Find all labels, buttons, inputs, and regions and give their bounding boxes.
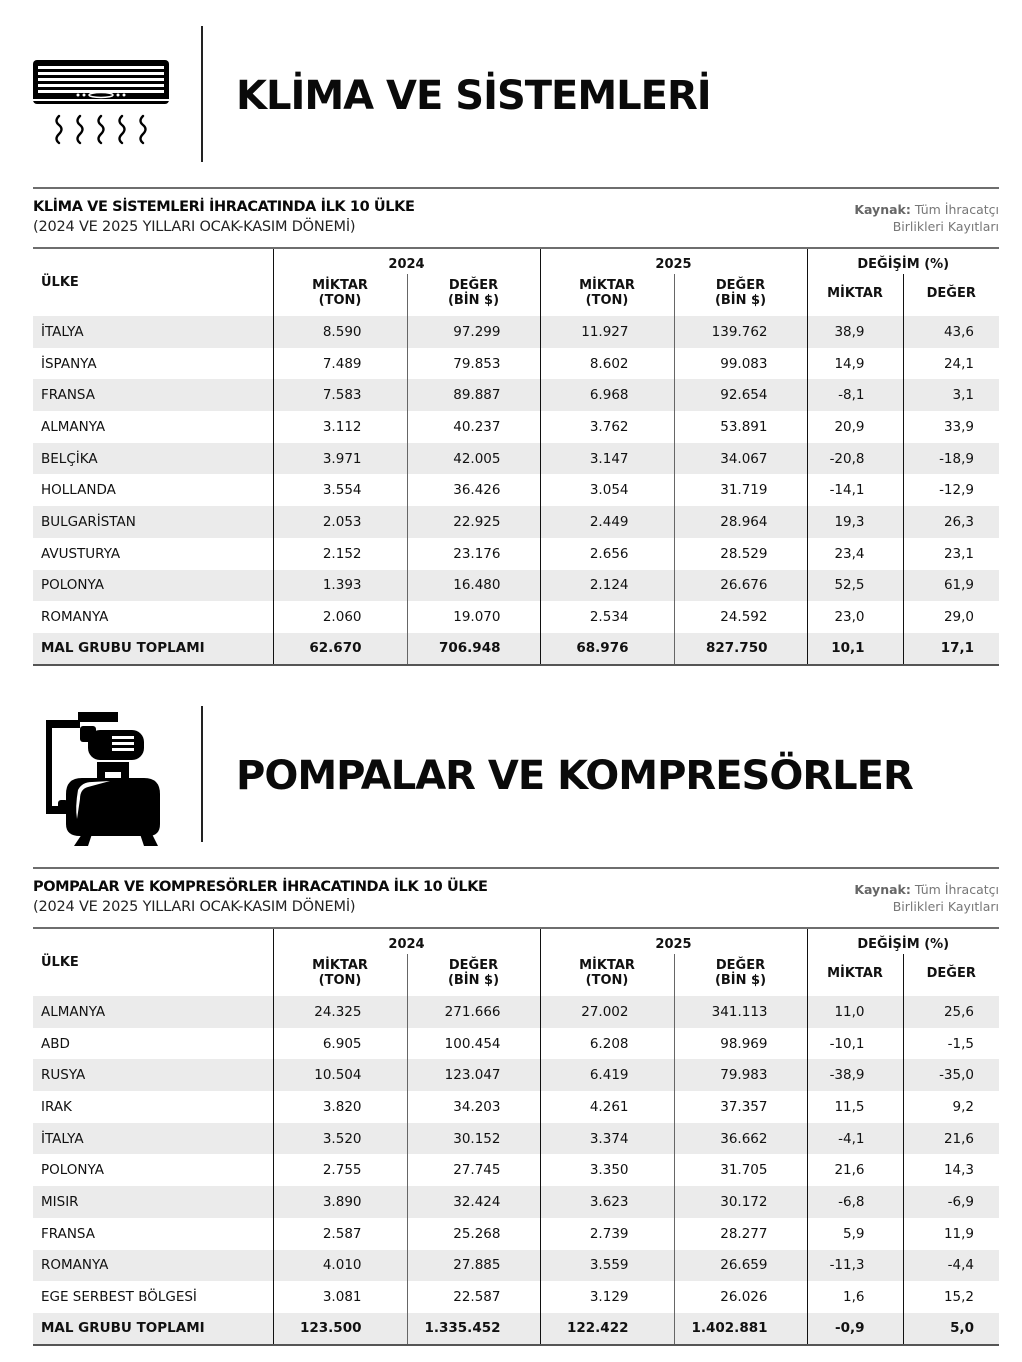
table-row bbox=[33, 1154, 999, 1186]
cell-country: IRAK bbox=[41, 1098, 72, 1115]
header-line: DEĞER bbox=[448, 278, 499, 293]
header-line: (TON) bbox=[318, 973, 362, 988]
cell-change-quantity: 23,4 bbox=[807, 538, 903, 570]
cell-2025-quantity: 3.129 bbox=[540, 1281, 674, 1313]
klima-table-block bbox=[33, 187, 999, 666]
cell-change-quantity: 21,6 bbox=[807, 1154, 903, 1186]
cell-2024-quantity: 7.489 bbox=[273, 348, 407, 380]
header-line: (BİN $) bbox=[447, 973, 500, 988]
cell-country: POLONYA bbox=[41, 1162, 104, 1179]
header-divider bbox=[201, 26, 203, 162]
table-body bbox=[33, 996, 999, 1345]
cell-country: İTALYA bbox=[33, 316, 273, 348]
cell-change-value: 14,3 bbox=[903, 1154, 999, 1186]
column-header-country: ÜLKE bbox=[41, 955, 79, 970]
cell-2025-value: 31.719 bbox=[674, 474, 807, 506]
cell-country: HOLLANDA bbox=[41, 482, 116, 499]
table-row bbox=[33, 1186, 999, 1218]
table-row bbox=[33, 506, 999, 538]
cell-change-quantity: -20,8 bbox=[807, 443, 903, 475]
cell-country: RUSYA bbox=[33, 1059, 273, 1091]
column-header-year-2025: 2025 bbox=[540, 248, 807, 274]
table-row bbox=[33, 348, 999, 380]
cell-change-quantity: 52,5 bbox=[807, 570, 903, 602]
cell-2024-quantity: 24.325 bbox=[273, 996, 407, 1028]
cell-change-value: -6,9 bbox=[903, 1186, 999, 1218]
column-header-change-value: DEĞER bbox=[903, 274, 999, 316]
cell-2025-quantity: 2.739 bbox=[540, 1218, 674, 1250]
cell-2024-value: 100.454 bbox=[407, 1028, 540, 1060]
cell-2024-value: 271.666 bbox=[407, 996, 540, 1028]
column-header-country: ÜLKE bbox=[41, 275, 79, 290]
cell-2025-value: 79.983 bbox=[674, 1059, 807, 1091]
header-line: (TON) bbox=[585, 293, 629, 308]
cell-change-quantity: -8,1 bbox=[807, 379, 903, 411]
header-line: (TON) bbox=[318, 293, 362, 308]
cell-change-value: -1,5 bbox=[903, 1028, 999, 1060]
cell-2025-value: 26.659 bbox=[674, 1250, 807, 1282]
cell-change-quantity: -6,8 bbox=[807, 1186, 903, 1218]
cell-change-quantity: 10,1 bbox=[807, 633, 903, 665]
cell-country: EGE SERBEST BÖLGESİ bbox=[41, 1289, 197, 1306]
cell-country: ABD bbox=[41, 1035, 70, 1052]
pompalar-table-block bbox=[33, 867, 999, 1346]
cell-2024-value: 30.152 bbox=[407, 1123, 540, 1155]
cell-2024-value: 79.853 bbox=[407, 348, 540, 380]
cell-change-value: 17,1 bbox=[903, 633, 999, 665]
cell-2025-quantity: 2.656 bbox=[540, 538, 674, 570]
table-row bbox=[33, 1218, 999, 1250]
column-header-2024-quantity bbox=[273, 274, 407, 316]
cell-change-quantity: 1,6 bbox=[807, 1281, 903, 1313]
cell-2024-quantity: 3.554 bbox=[273, 474, 407, 506]
table-row bbox=[33, 996, 999, 1028]
source-note bbox=[854, 881, 999, 915]
section-header-pompalar bbox=[0, 706, 1022, 846]
header-divider bbox=[201, 706, 203, 842]
cell-country: BULGARİSTAN bbox=[33, 506, 273, 538]
cell-change-value: 43,6 bbox=[903, 316, 999, 348]
cell-country: MAL GRUBU TOPLAMI bbox=[33, 633, 273, 665]
cell-2025-value: 92.654 bbox=[674, 379, 807, 411]
source-text-2: Birlikleri Kayıtları bbox=[892, 219, 999, 234]
cell-2024-quantity: 2.587 bbox=[273, 1218, 407, 1250]
header-line: (BİN $) bbox=[447, 293, 500, 308]
source-note bbox=[854, 201, 999, 235]
table-row bbox=[33, 570, 999, 602]
cell-change-quantity: 5,9 bbox=[807, 1218, 903, 1250]
water-pump-icon bbox=[30, 706, 175, 846]
column-header-2025-quantity bbox=[540, 954, 674, 996]
header-line: (BİN $) bbox=[714, 973, 767, 988]
cell-change-quantity: -11,3 bbox=[807, 1250, 903, 1282]
pompalar-export-table bbox=[33, 927, 999, 1346]
cell-change-value: -18,9 bbox=[903, 443, 999, 475]
cell-2025-quantity: 3.762 bbox=[540, 411, 674, 443]
cell-2025-quantity: 8.602 bbox=[540, 348, 674, 380]
cell-2024-quantity: 4.010 bbox=[273, 1250, 407, 1282]
klima-export-table bbox=[33, 247, 999, 666]
cell-2025-quantity: 3.054 bbox=[540, 474, 674, 506]
cell-2025-quantity: 4.261 bbox=[540, 1091, 674, 1123]
cell-2024-value: 19.070 bbox=[407, 601, 540, 633]
cell-change-quantity: -38,9 bbox=[807, 1059, 903, 1091]
cell-country: ROMANYA bbox=[33, 1250, 273, 1282]
cell-change-value: 33,9 bbox=[903, 411, 999, 443]
cell-2024-value: 36.426 bbox=[407, 474, 540, 506]
header-line: MİKTAR bbox=[312, 278, 368, 293]
cell-2025-value: 30.172 bbox=[674, 1186, 807, 1218]
cell-2024-quantity: 2.060 bbox=[273, 601, 407, 633]
cell-2025-value: 37.357 bbox=[674, 1091, 807, 1123]
cell-2025-value: 24.592 bbox=[674, 601, 807, 633]
cell-2024-quantity: 6.905 bbox=[273, 1028, 407, 1060]
cell-change-value: 9,2 bbox=[903, 1091, 999, 1123]
cell-change-value: -12,9 bbox=[903, 474, 999, 506]
air-conditioner-icon bbox=[30, 26, 175, 166]
cell-2025-quantity: 2.534 bbox=[540, 601, 674, 633]
cell-country: MAL GRUBU TOPLAMI bbox=[33, 1313, 273, 1345]
cell-2025-quantity: 3.147 bbox=[540, 443, 674, 475]
table-row bbox=[33, 601, 999, 633]
table-row bbox=[33, 1250, 999, 1282]
cell-country: BELÇİKA bbox=[33, 443, 273, 475]
column-header-2024-value bbox=[407, 954, 540, 996]
cell-2025-value: 31.705 bbox=[674, 1154, 807, 1186]
table-row-total bbox=[33, 1313, 999, 1345]
cell-change-quantity: 23,0 bbox=[807, 601, 903, 633]
cell-2024-value: 25.268 bbox=[407, 1218, 540, 1250]
cell-2024-quantity: 123.500 bbox=[273, 1313, 407, 1345]
cell-2024-value: 32.424 bbox=[407, 1186, 540, 1218]
table-row bbox=[33, 1281, 999, 1313]
table-row bbox=[33, 1091, 999, 1123]
cell-change-quantity: 38,9 bbox=[807, 316, 903, 348]
cell-change-quantity: -10,1 bbox=[807, 1028, 903, 1060]
cell-country: POLONYA bbox=[33, 570, 273, 602]
cell-2024-quantity: 3.112 bbox=[273, 411, 407, 443]
cell-2024-value: 22.587 bbox=[407, 1281, 540, 1313]
cell-2025-value: 28.277 bbox=[674, 1218, 807, 1250]
column-header-2025-value bbox=[674, 954, 807, 996]
column-header-2025-quantity bbox=[540, 274, 674, 316]
table-row bbox=[33, 1123, 999, 1155]
source-label: Kaynak: bbox=[854, 202, 911, 217]
table-caption bbox=[33, 189, 999, 247]
table-row bbox=[33, 538, 999, 570]
section-title: POMPALAR VE KOMPRESÖRLER bbox=[236, 753, 913, 799]
cell-country: İSPANYA bbox=[41, 355, 97, 372]
table-row bbox=[33, 316, 999, 348]
table-title: POMPALAR VE KOMPRESÖRLER İHRACATINDA İLK 10 ÜLKE bbox=[33, 879, 488, 895]
cell-2024-quantity: 10.504 bbox=[273, 1059, 407, 1091]
cell-2024-quantity: 8.590 bbox=[273, 316, 407, 348]
cell-2025-quantity: 3.374 bbox=[540, 1123, 674, 1155]
cell-2024-quantity: 2.755 bbox=[273, 1154, 407, 1186]
cell-2025-quantity: 27.002 bbox=[540, 996, 674, 1028]
cell-country: AVUSTURYA bbox=[41, 545, 121, 562]
cell-change-quantity: 11,5 bbox=[807, 1091, 903, 1123]
header-line: (BİN $) bbox=[714, 293, 767, 308]
cell-country: ROMANYA bbox=[41, 609, 109, 626]
cell-change-quantity: -4,1 bbox=[807, 1123, 903, 1155]
header-line: MİKTAR bbox=[579, 278, 635, 293]
cell-change-value: 29,0 bbox=[903, 601, 999, 633]
header-line: DEĞER bbox=[448, 958, 499, 973]
cell-change-value: 61,9 bbox=[903, 570, 999, 602]
cell-2025-quantity: 3.350 bbox=[540, 1154, 674, 1186]
header-line: MİKTAR bbox=[312, 958, 368, 973]
cell-2025-quantity: 122.422 bbox=[540, 1313, 674, 1345]
cell-2025-value: 28.964 bbox=[674, 506, 807, 538]
cell-2024-value: 1.335.452 bbox=[407, 1313, 540, 1345]
source-text-1: Tüm İhracatçı bbox=[910, 882, 999, 897]
section-header-klima bbox=[0, 26, 1022, 166]
cell-2024-value: 27.885 bbox=[407, 1250, 540, 1282]
cell-2025-value: 1.402.881 bbox=[674, 1313, 807, 1345]
cell-change-value: 26,3 bbox=[903, 506, 999, 538]
cell-2025-quantity: 3.623 bbox=[540, 1186, 674, 1218]
cell-2024-value: 42.005 bbox=[407, 443, 540, 475]
section-title: KLİMA VE SİSTEMLERİ bbox=[236, 73, 711, 119]
cell-2025-quantity: 2.124 bbox=[540, 570, 674, 602]
cell-2024-quantity: 2.152 bbox=[273, 538, 407, 570]
cell-change-quantity: 14,9 bbox=[807, 348, 903, 380]
table-row bbox=[33, 411, 999, 443]
cell-country: MISIR bbox=[33, 1186, 273, 1218]
cell-change-value: 5,0 bbox=[903, 1313, 999, 1345]
table-row bbox=[33, 1059, 999, 1091]
cell-change-quantity: 19,3 bbox=[807, 506, 903, 538]
cell-2024-value: 22.925 bbox=[407, 506, 540, 538]
cell-change-quantity: 20,9 bbox=[807, 411, 903, 443]
cell-country: ALMANYA bbox=[33, 996, 273, 1028]
cell-2025-value: 139.762 bbox=[674, 316, 807, 348]
cell-2024-value: 34.203 bbox=[407, 1091, 540, 1123]
cell-2025-value: 28.529 bbox=[674, 538, 807, 570]
cell-change-value: 3,1 bbox=[903, 379, 999, 411]
cell-country: FRANSA bbox=[33, 379, 273, 411]
header-line: MİKTAR bbox=[579, 958, 635, 973]
cell-2024-value: 89.887 bbox=[407, 379, 540, 411]
cell-2025-quantity: 6.968 bbox=[540, 379, 674, 411]
column-header-2024-quantity bbox=[273, 954, 407, 996]
cell-2025-quantity: 3.559 bbox=[540, 1250, 674, 1282]
source-text-1: Tüm İhracatçı bbox=[910, 202, 999, 217]
table-body bbox=[33, 316, 999, 665]
cell-change-value: 11,9 bbox=[903, 1218, 999, 1250]
cell-country: İTALYA bbox=[33, 1123, 273, 1155]
cell-2024-quantity: 3.081 bbox=[273, 1281, 407, 1313]
column-header-2025-value bbox=[674, 274, 807, 316]
cell-2025-quantity: 6.208 bbox=[540, 1028, 674, 1060]
table-row bbox=[33, 379, 999, 411]
cell-2024-value: 27.745 bbox=[407, 1154, 540, 1186]
table-title: KLİMA VE SİSTEMLERİ İHRACATINDA İLK 10 ÜLKE bbox=[33, 199, 415, 215]
header-line: DEĞER bbox=[715, 278, 766, 293]
cell-change-quantity: 11,0 bbox=[807, 996, 903, 1028]
cell-change-value: -4,4 bbox=[903, 1250, 999, 1282]
cell-2024-value: 16.480 bbox=[407, 570, 540, 602]
header-line: DEĞER bbox=[715, 958, 766, 973]
cell-2024-quantity: 3.520 bbox=[273, 1123, 407, 1155]
cell-2024-quantity: 2.053 bbox=[273, 506, 407, 538]
cell-2025-quantity: 6.419 bbox=[540, 1059, 674, 1091]
cell-2024-quantity: 3.971 bbox=[273, 443, 407, 475]
table-row bbox=[33, 443, 999, 475]
source-text-2: Birlikleri Kayıtları bbox=[892, 899, 999, 914]
cell-change-value: 25,6 bbox=[903, 996, 999, 1028]
column-header-change: DEĞİŞİM (%) bbox=[807, 248, 999, 274]
column-header-2024-value bbox=[407, 274, 540, 316]
cell-2025-value: 26.676 bbox=[674, 570, 807, 602]
cell-2024-value: 123.047 bbox=[407, 1059, 540, 1091]
table-subtitle: (2024 VE 2025 YILLARI OCAK-KASIM DÖNEMİ) bbox=[33, 899, 356, 915]
cell-2025-quantity: 2.449 bbox=[540, 506, 674, 538]
column-header-year-2024: 2024 bbox=[273, 928, 540, 954]
column-header-year-2024: 2024 bbox=[273, 248, 540, 274]
table-row bbox=[33, 1028, 999, 1060]
cell-2025-value: 98.969 bbox=[674, 1028, 807, 1060]
cell-country: ALMANYA bbox=[41, 418, 106, 435]
cell-2025-quantity: 68.976 bbox=[540, 633, 674, 665]
table-row bbox=[33, 474, 999, 506]
cell-2025-quantity: 11.927 bbox=[540, 316, 674, 348]
cell-2025-value: 26.026 bbox=[674, 1281, 807, 1313]
column-header-year-2025: 2025 bbox=[540, 928, 807, 954]
cell-change-value: 24,1 bbox=[903, 348, 999, 380]
cell-2024-quantity: 3.820 bbox=[273, 1091, 407, 1123]
cell-change-value: 23,1 bbox=[903, 538, 999, 570]
cell-2024-quantity: 3.890 bbox=[273, 1186, 407, 1218]
cell-change-value: 15,2 bbox=[903, 1281, 999, 1313]
cell-2024-value: 97.299 bbox=[407, 316, 540, 348]
cell-change-quantity: -14,1 bbox=[807, 474, 903, 506]
column-header-change: DEĞİŞİM (%) bbox=[807, 928, 999, 954]
cell-country: FRANSA bbox=[41, 1225, 95, 1242]
cell-change-value: -35,0 bbox=[903, 1059, 999, 1091]
cell-2024-quantity: 62.670 bbox=[273, 633, 407, 665]
cell-2025-value: 36.662 bbox=[674, 1123, 807, 1155]
cell-2024-value: 23.176 bbox=[407, 538, 540, 570]
cell-2024-value: 40.237 bbox=[407, 411, 540, 443]
cell-change-value: 21,6 bbox=[903, 1123, 999, 1155]
column-header-change-quantity: MİKTAR bbox=[807, 954, 903, 996]
cell-2024-quantity: 1.393 bbox=[273, 570, 407, 602]
cell-2024-quantity: 7.583 bbox=[273, 379, 407, 411]
column-header-change-quantity: MİKTAR bbox=[807, 274, 903, 316]
header-line: (TON) bbox=[585, 973, 629, 988]
cell-2025-value: 99.083 bbox=[674, 348, 807, 380]
table-caption bbox=[33, 869, 999, 927]
cell-2025-value: 34.067 bbox=[674, 443, 807, 475]
source-label: Kaynak: bbox=[854, 882, 911, 897]
cell-2024-value: 706.948 bbox=[407, 633, 540, 665]
table-row-total bbox=[33, 633, 999, 665]
column-header-change-value: DEĞER bbox=[903, 954, 999, 996]
table-subtitle: (2024 VE 2025 YILLARI OCAK-KASIM DÖNEMİ) bbox=[33, 219, 356, 235]
cell-2025-value: 53.891 bbox=[674, 411, 807, 443]
cell-2025-value: 341.113 bbox=[674, 996, 807, 1028]
cell-change-quantity: -0,9 bbox=[807, 1313, 903, 1345]
cell-2025-value: 827.750 bbox=[674, 633, 807, 665]
